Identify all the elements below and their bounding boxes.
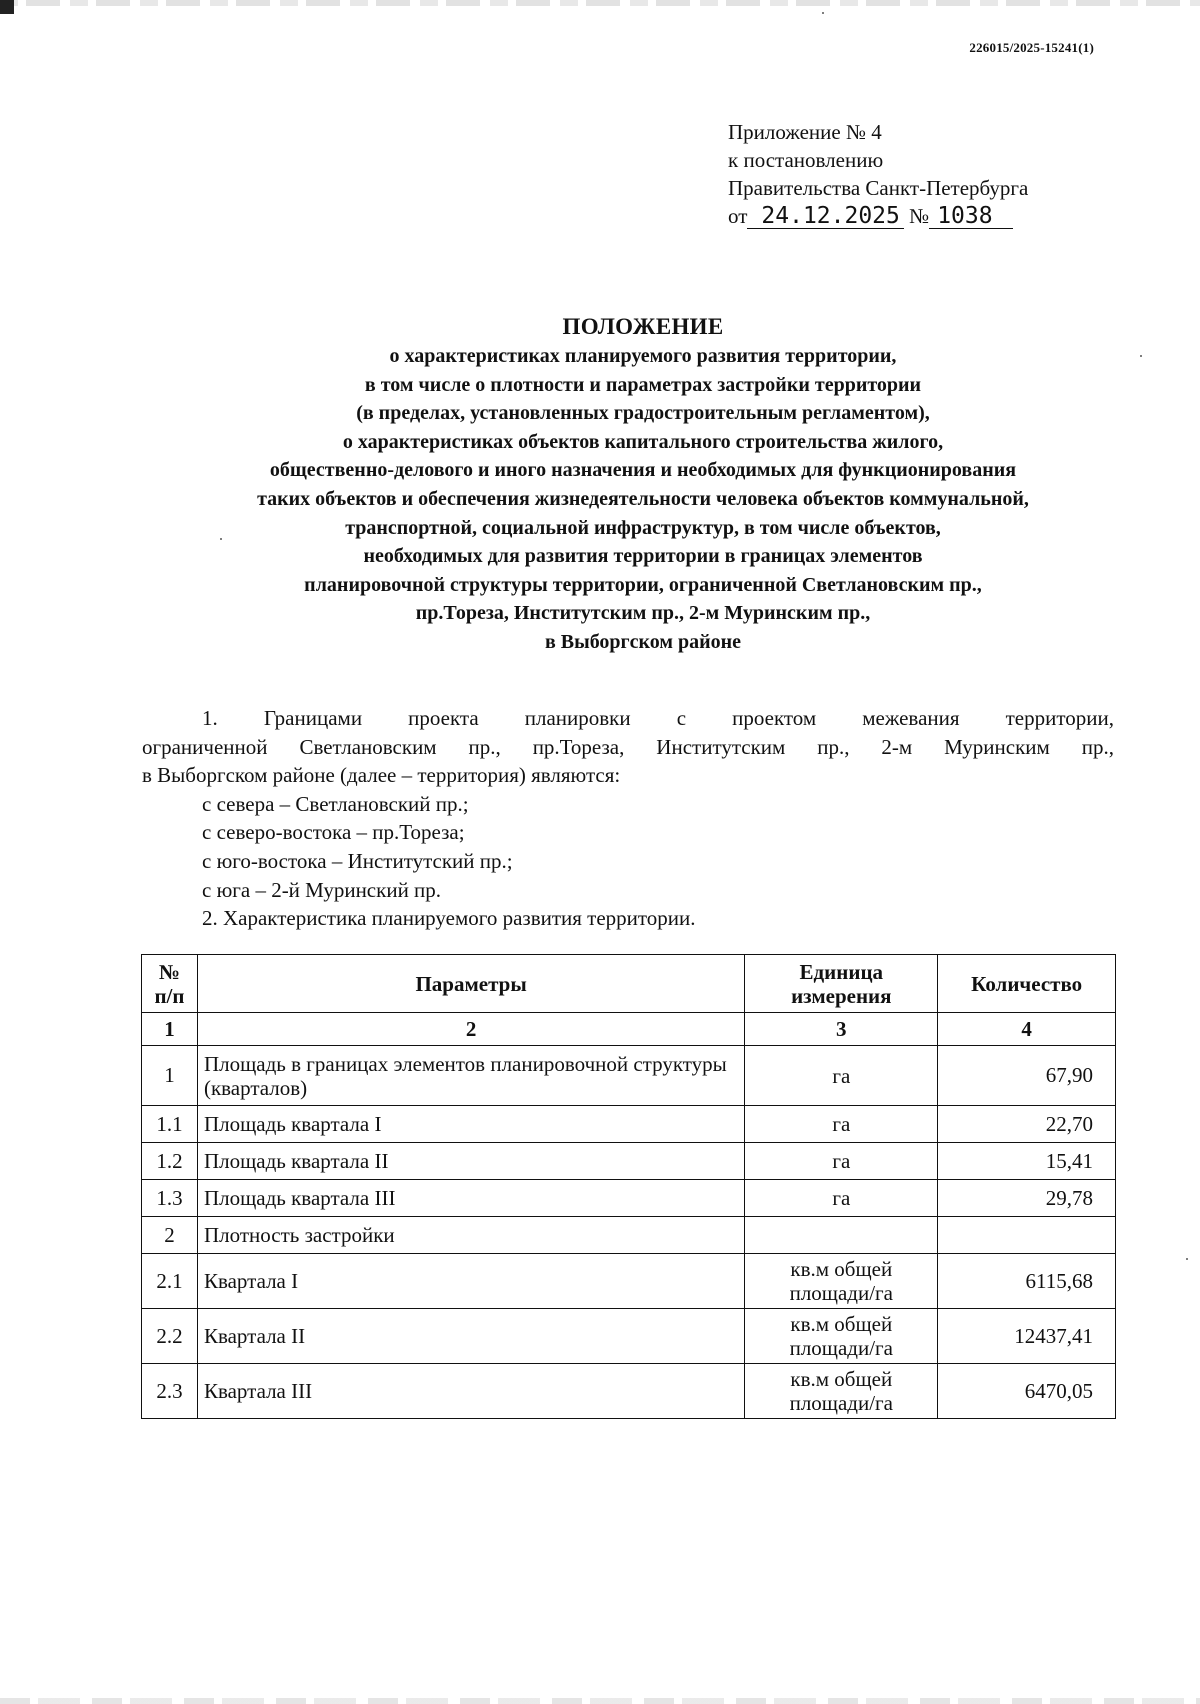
index-cell: 2 [197,1013,744,1046]
table-row [142,1364,1116,1419]
row-param: Площадь квартала III [197,1180,744,1217]
row-param: Плотность застройки [197,1217,744,1254]
appendix-title: Приложение № 4 [728,120,882,144]
table-row [142,1143,1116,1180]
index-cell: 3 [745,1013,938,1046]
decree-number: 1038 [929,204,1012,229]
scan-corner-mark [0,0,14,14]
table-row [142,1254,1116,1309]
row-param: Квартала I [197,1254,744,1309]
table-row [142,1046,1116,1106]
title-line: в Выборгском районе [544,630,742,653]
row-qty: 15,41 [938,1143,1116,1180]
scan-speck [822,12,824,14]
row-param: Площадь квартала II [197,1143,744,1180]
row-unit [745,1217,938,1254]
row-num: 1 [142,1046,198,1106]
number-prefix: № [909,204,930,228]
paragraph-characteristics: 2. Характеристика планируемого развития территории. [202,906,696,931]
paragraph-line: ограниченной Светлановским пр., пр.Тореза, Институтским пр., 2-м Муринским пр., [142,734,1114,759]
row-param: Квартала III [197,1364,744,1419]
table-header-row [142,955,1116,1013]
header-qty: Количество [938,955,1116,1013]
appendix-date-number-line [728,202,1028,230]
scan-edge-bottom [0,1698,1200,1704]
boundary-southeast: с юго-востока – Институтский пр.; [202,848,513,873]
row-num: 2.3 [142,1364,198,1419]
boundary-north: с севера – Светлановский пр.; [202,791,469,816]
appendix-reference: к постановлению [728,148,884,172]
title-line: транспортной, социальной инфраструктур, в том числе объектов, [345,516,941,539]
row-unit: га [745,1180,938,1217]
document-title-block [130,312,1156,657]
boundary-northeast: с северо-востока – пр.Тореза; [202,820,465,845]
scan-edge-top [0,0,1200,6]
table-row [142,1106,1116,1143]
index-cell: 1 [142,1013,198,1046]
table-row [142,1309,1116,1364]
document-registration-number: 226015/2025-15241(1) [969,40,1094,55]
index-cell: 4 [938,1013,1116,1046]
row-qty: 12437,41 [938,1309,1116,1364]
row-unit: га [745,1143,938,1180]
row-num: 2 [142,1217,198,1254]
appendix-block [728,118,1028,230]
row-qty: 6115,68 [938,1254,1116,1309]
parameters-table [141,954,1116,1419]
table-index-row [142,1013,1116,1046]
header-unit: Единица измерения [745,955,938,1013]
date-prefix: от [728,204,748,228]
row-num: 2.1 [142,1254,198,1309]
decree-date: 24.12.2025 [747,204,903,229]
row-unit: га [745,1106,938,1143]
scan-speck [1186,1258,1188,1260]
title-line: необходимых для развития территории в границах элементов [363,545,923,568]
row-qty [938,1217,1116,1254]
appendix-authority: Правительства Санкт-Петербурга [728,176,1029,200]
title-line: пр.Тореза, Институтским пр., 2-м Муринским пр., [415,602,871,625]
row-qty: 22,70 [938,1106,1116,1143]
document-title: ПОЛОЖЕНИЕ [562,314,724,339]
row-num: 1.2 [142,1143,198,1180]
title-line: в том числе о плотности и параметрах застройки территории [364,373,922,396]
paragraph-line: 1. Границами проекта планировки с проектом межевания территории, [202,706,1114,730]
title-line: о характеристиках объектов капитального строительства жилого, [342,430,944,453]
table-row [142,1217,1116,1254]
paragraph-line: в Выборгском районе (далее – территория) являются: [142,763,621,788]
row-param: Квартала II [197,1309,744,1364]
title-line: о характеристиках планируемого развития территории, [389,345,897,367]
row-unit: кв.м общей площади/га [745,1254,938,1309]
row-qty: 6470,05 [938,1364,1116,1419]
header-num: № п/п [142,955,198,1013]
row-unit: кв.м общей площади/га [745,1364,938,1419]
header-param: Параметры [197,955,744,1013]
title-line: планировочной структуры территории, ограниченной Светлановским пр., [304,573,982,596]
row-qty: 29,78 [938,1180,1116,1217]
title-line: общественно-делового и иного назначения и необходимых для функционирования [269,459,1017,482]
boundary-south: с юга – 2-й Муринский пр. [202,877,442,902]
row-param: Площадь квартала I [197,1106,744,1143]
table-row [142,1180,1116,1217]
body-text [142,704,1114,933]
row-num: 1.3 [142,1180,198,1217]
paragraph-boundaries [142,704,1114,790]
row-num: 2.2 [142,1309,198,1364]
row-param: Площадь в границах элементов планировочной структуры (кварталов) [203,1051,727,1100]
row-unit: кв.м общей площади/га [745,1309,938,1364]
row-unit: га [745,1046,938,1106]
row-num: 1.1 [142,1106,198,1143]
title-line: (в пределах, установленных градостроительным регламентом), [356,402,930,425]
title-line: таких объектов и обеспечения жизнедеятельности человека объектов коммунальной, [257,487,1029,510]
row-qty: 67,90 [938,1046,1116,1106]
